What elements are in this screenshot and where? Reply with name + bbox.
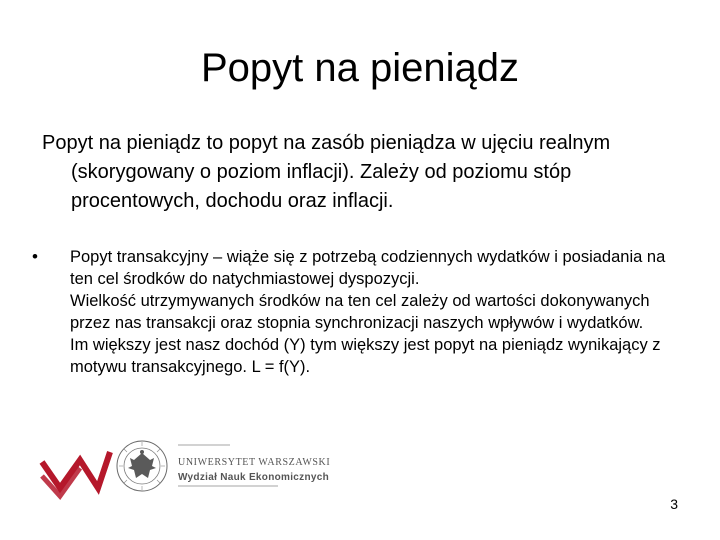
- wne-zigzag-logo-icon: [42, 452, 110, 496]
- slide-title: Popyt na pieniądz: [200, 46, 519, 90]
- bullet-paragraph-income-relation: Im większy jest nasz dochód (Y) tym większy jest popyt na pieniądz wynikający z motywu transakcyjnego. L = f(Y).: [70, 336, 661, 376]
- intro-paragraph: Popyt na pieniądz to popyt na zasób pieniądza w ujęciu realnym (skorygowany o poziom inflacji). Zależy od poziomu stóp procentowych, dochodu oraz inflacji.: [42, 132, 611, 212]
- faculty-logo: [38, 438, 368, 508]
- bullet-item: [30, 246, 690, 378]
- bullet-list: [30, 246, 690, 378]
- university-seal-icon: [117, 441, 167, 491]
- bullet-paragraph-transaction-demand: Popyt transakcyjny – wiąże się z potrzebą codziennych wydatków i posiadania na ten cel środków do natychmiastowej dyspozycji.: [70, 248, 666, 288]
- bullet-text: [70, 246, 690, 378]
- bullet-paragraph-funds-amount: Wielkość utrzymywanych środków na ten cel zależy od wartości dokonywanych przez nas transakcji oraz stopnia synchronizacji naszych wpływów i wydatków.: [70, 292, 650, 332]
- university-name: UNIWERSYTET WARSZAWSKI: [178, 457, 331, 468]
- page-number: 3: [670, 496, 678, 512]
- bullet-marker: •: [32, 247, 38, 266]
- faculty-name: Wydział Nauk Ekonomicznych: [178, 472, 329, 483]
